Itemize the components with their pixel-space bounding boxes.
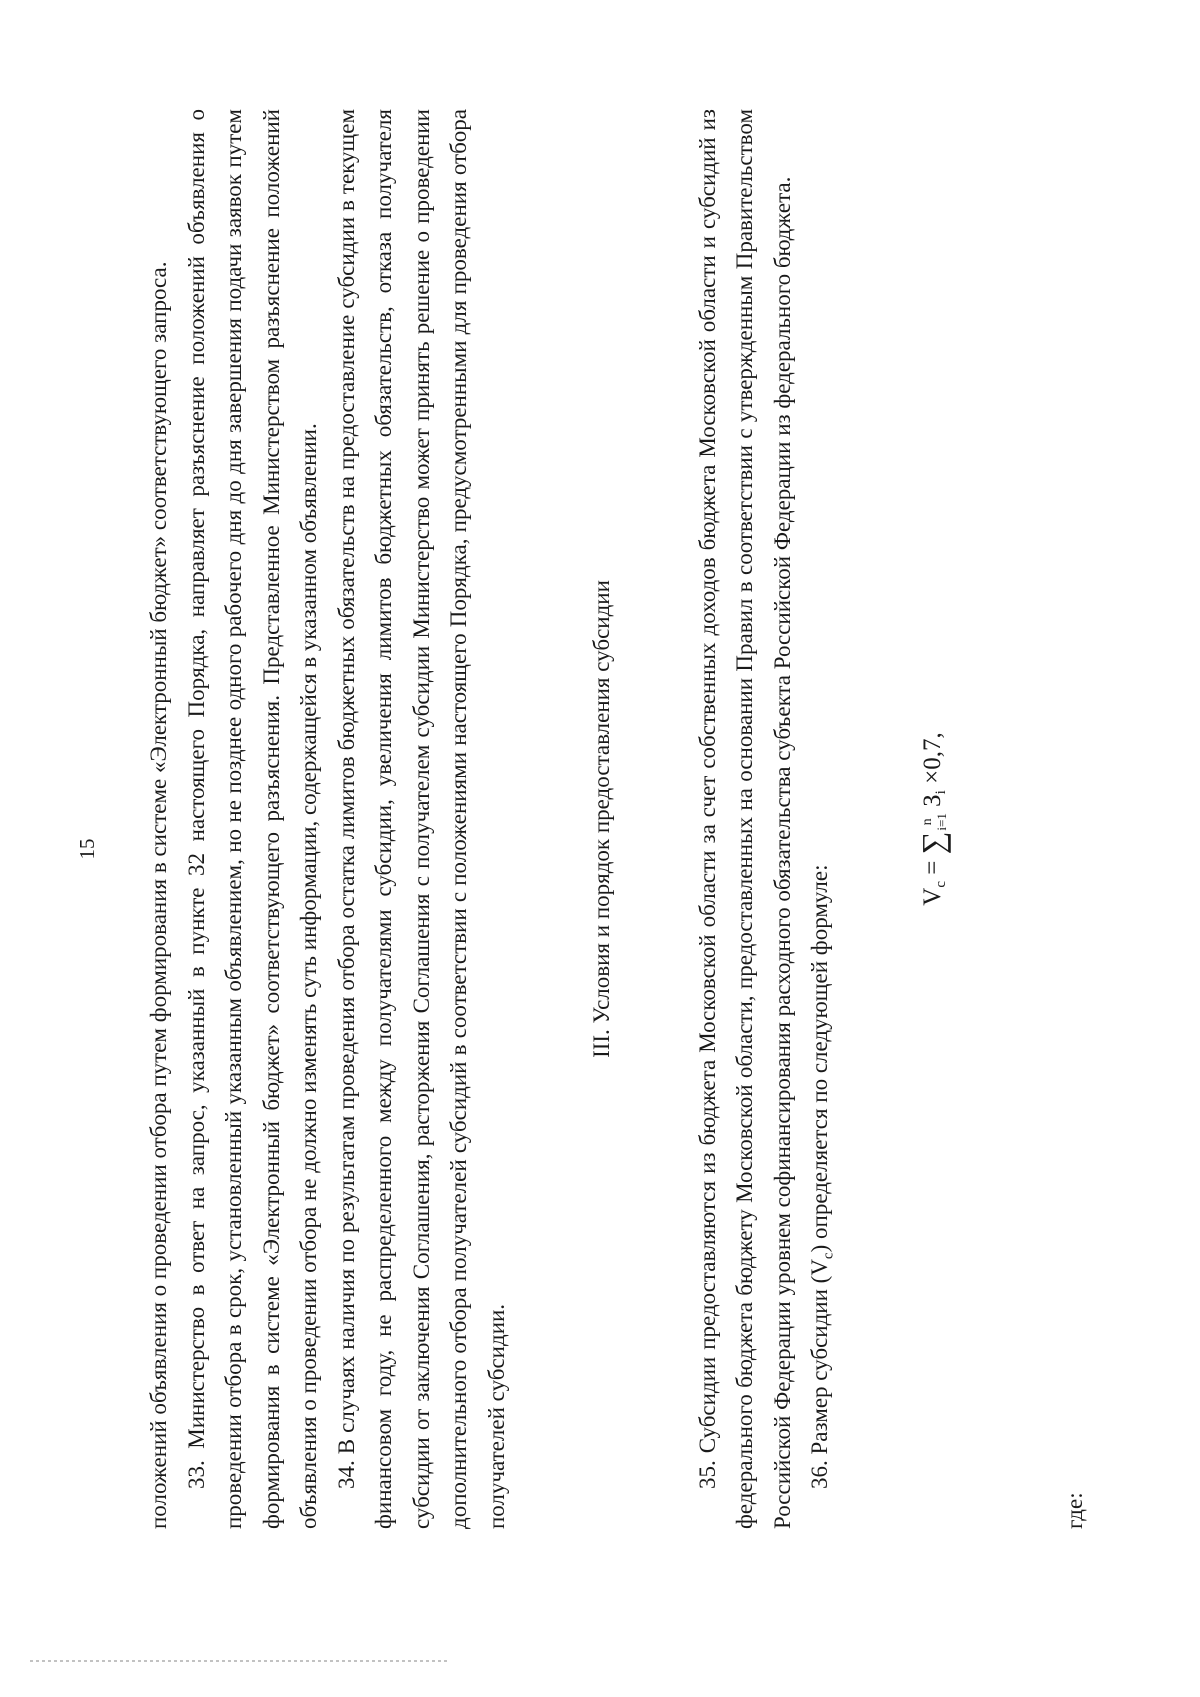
- paragraph-continuation: положений объявления о проведении отбора путем формирования в системе «Электронный бюджет» соответствующего запроса.: [146, 261, 171, 1529]
- sum-upper-limit: n: [919, 817, 935, 825]
- document-body: [140, 109, 1094, 1529]
- formula-lhs-subscript: с: [933, 880, 950, 888]
- formula-equals: =: [919, 853, 947, 881]
- paragraph-36-before: 36. Размер субсидии (V: [807, 1258, 832, 1489]
- formula-rest: ×0,7,: [919, 731, 947, 790]
- paragraph-36-after: ) определяется по следующей формуле:: [807, 864, 832, 1252]
- paragraph-36: [801, 109, 848, 1529]
- paragraph-34: 34. В случаях наличия по результатам проведения отбора остатка лимитов бюджетных обязательств на предоставление субсидии в текущем финансовом году, не распределенного между получателями субсидии, увеличения лимитов бюджетных обязательств, отказа получателя субсидии от заключения Соглашения, расторжения Соглашения с получателем субсидии Министерство может принять решение о проведении дополнительного отбора получателей субсидий в соответствии с положениями настоящего Порядка, предусмотренными для проведения отбора получателей субсидии.: [333, 108, 509, 1529]
- formula-term: З: [919, 793, 947, 813]
- formula-term-subscript: i: [933, 789, 950, 794]
- page-number: 15: [75, 838, 99, 859]
- section-heading: III. Условия и порядок предоставления субсидии: [589, 579, 614, 1058]
- subsidy-formula: [913, 109, 961, 1529]
- sum-limits: [920, 813, 949, 830]
- sum-symbol: ∑: [915, 831, 952, 854]
- scan-artifact-line: [30, 1660, 450, 1662]
- paragraph-36-subscript: с: [820, 1251, 837, 1259]
- formula-lhs: V: [919, 887, 947, 906]
- where-label: где:: [1062, 1491, 1088, 1529]
- sum-lower-limit: i=1: [933, 812, 949, 831]
- paragraph-33: 33. Министерство в ответ на запрос, указанный в пункте 32 настоящего Порядка, направляет разъяснение положений объявления о проведении отбора в срок, установленный указанным объявлением, но не позднее одного рабочего дня до дня завершения подачи заявок путем формирования в системе «Электронный бюджет» соответствующего разъяснения. Представленное Министерством разъяснение положений объявления о проведении отбора не должно изменять суть информации, содержащейся в указанном объявлении.: [183, 108, 321, 1529]
- paragraph-35: 35. Субсидии предоставляются из бюджета Московской области за счет собственных доходов бюджета Московской области и субсидий из федерального бюджета бюджету Московской области, предоставленных на основании Правил в соответствии с утвержденным Правительством Российской Федерации уровнем софинансирования расходного обязательства субъекта Российской Федерации из федерального бюджета.: [694, 108, 795, 1529]
- document-page: [35, 49, 1165, 1649]
